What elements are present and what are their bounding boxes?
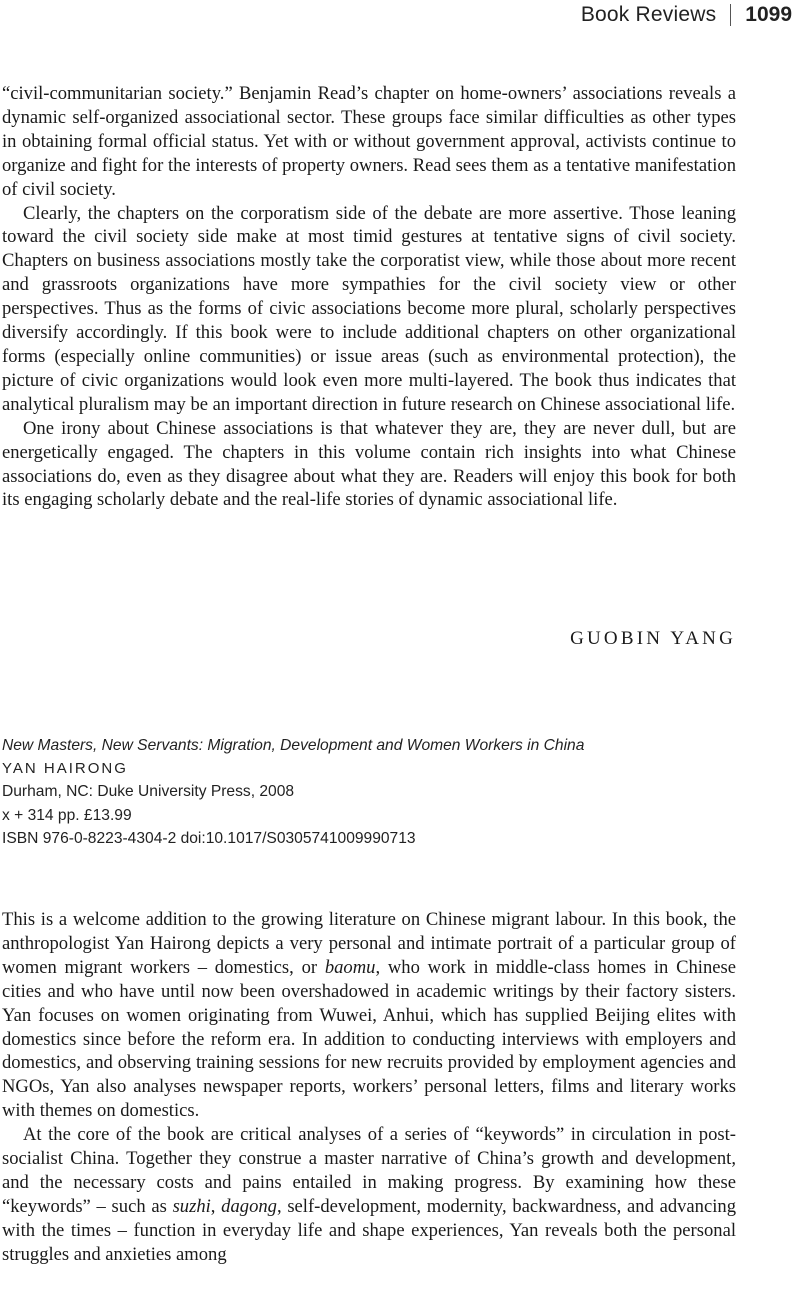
review-1-paragraph: “civil-communitarian society.” Benjamin Read’s chapter on home-owners’ associations reveals a dynamic self-organized associational sector. These groups face similar difficulties as other types in obtaining formal official status. Yet with or without government approval, activists continue to organize and fight for the interests of property owners. Read sees them as a tentative manifestation of civil society. <box>2 83 736 200</box>
italic-term: dagong <box>221 1195 277 1217</box>
review-2-paragraph <box>2 908 736 1123</box>
section-title: Book Reviews <box>580 3 717 26</box>
running-head <box>581 0 792 30</box>
italic-term: suzhi <box>172 1195 211 1217</box>
text-run: This is a welcome addition to the growing literature on Chinese migrant labour. In this book, the anthropologist Yan Hairong depicts a very personal and intimate portrait of a particular group of women migrant workers – domestics, or <box>2 909 736 978</box>
book-title: New Masters, New Servants: Migration, Development and Women Workers in China <box>2 737 585 754</box>
review-1-paragraph: One irony about Chinese associations is that whatever they are, they are never dull, but are energetically engaged. The chapters in this volume contain rich insights into what Chinese associations do, even as they disagree about what they are. Readers will enjoy this book for both its engaging scholarly debate and the real-life stories of dynamic associational life. <box>2 417 736 511</box>
book-pages-price: x + 314 pp. £13.99 <box>2 806 132 824</box>
reviewer-name: GUOBIN YANG <box>570 628 736 649</box>
header-divider <box>730 4 731 26</box>
text-run: , who work in middle-class homes in Chinese cities and who have until now been overshadowed in academic writings by their factory sisters. Yan focuses on women originating from Wuwei, Anhui, which has supplied Beijing elites with domestics since before the reform era. In addition to conducting interviews with employers and domestics, and observing training sessions for new recruits provided by employment agencies and NGOs, Yan also analyses newspaper reports, workers’ personal letters, films and literary works with themes on domestics. <box>2 956 737 1122</box>
book-author: YAN HAIRONG <box>2 760 128 778</box>
review-2-paragraph <box>2 1123 736 1266</box>
review-1-paragraph: Clearly, the chapters on the corporatism side of the debate are more assertive. Those leaning toward the civil society side make at most timid gestures at tentative signs of civil society. Chapters on business associations mostly take the corporatist view, while those about more recent and grassroots organizations have more sympathies for the civil society view or other perspectives. Thus as the forms of civic associations become more plural, scholarly perspectives diversify accordingly. If this book were to include additional chapters on other organizational forms (especially online communities) or issue areas (such as environmental protection), the picture of civic organizations would look even more multi-layered. The book thus indicates that analytical pluralism may be an important direction in future research on Chinese associational life. <box>2 202 736 415</box>
text-run: At the core of the book are critical analyses of a series of “keywords” in circulation in post-socialist China. Together they construe a master narrative of China’s growth and development, and the necessary costs and pains entailed in making progress. By examining how these “keywords” – such as <box>2 1124 736 1217</box>
book-citation <box>2 734 762 850</box>
book-publisher: Durham, NC: Duke University Press, 2008 <box>2 783 295 801</box>
page-number: 1099 <box>745 3 792 26</box>
review-1-body <box>2 82 736 512</box>
review-2-body <box>2 908 736 1267</box>
italic-term: baomu <box>324 956 376 978</box>
text-run: , self-development, modernity, backwardness, and advancing with the times – function in everyday life and shape experiences, Yan reveals both the personal struggles and anxieties among <box>2 1195 736 1265</box>
text-run: , <box>210 1195 222 1217</box>
book-isbn-doi: ISBN 976-0-8223-4304-2 doi:10.1017/S0305741009990713 <box>2 829 416 847</box>
